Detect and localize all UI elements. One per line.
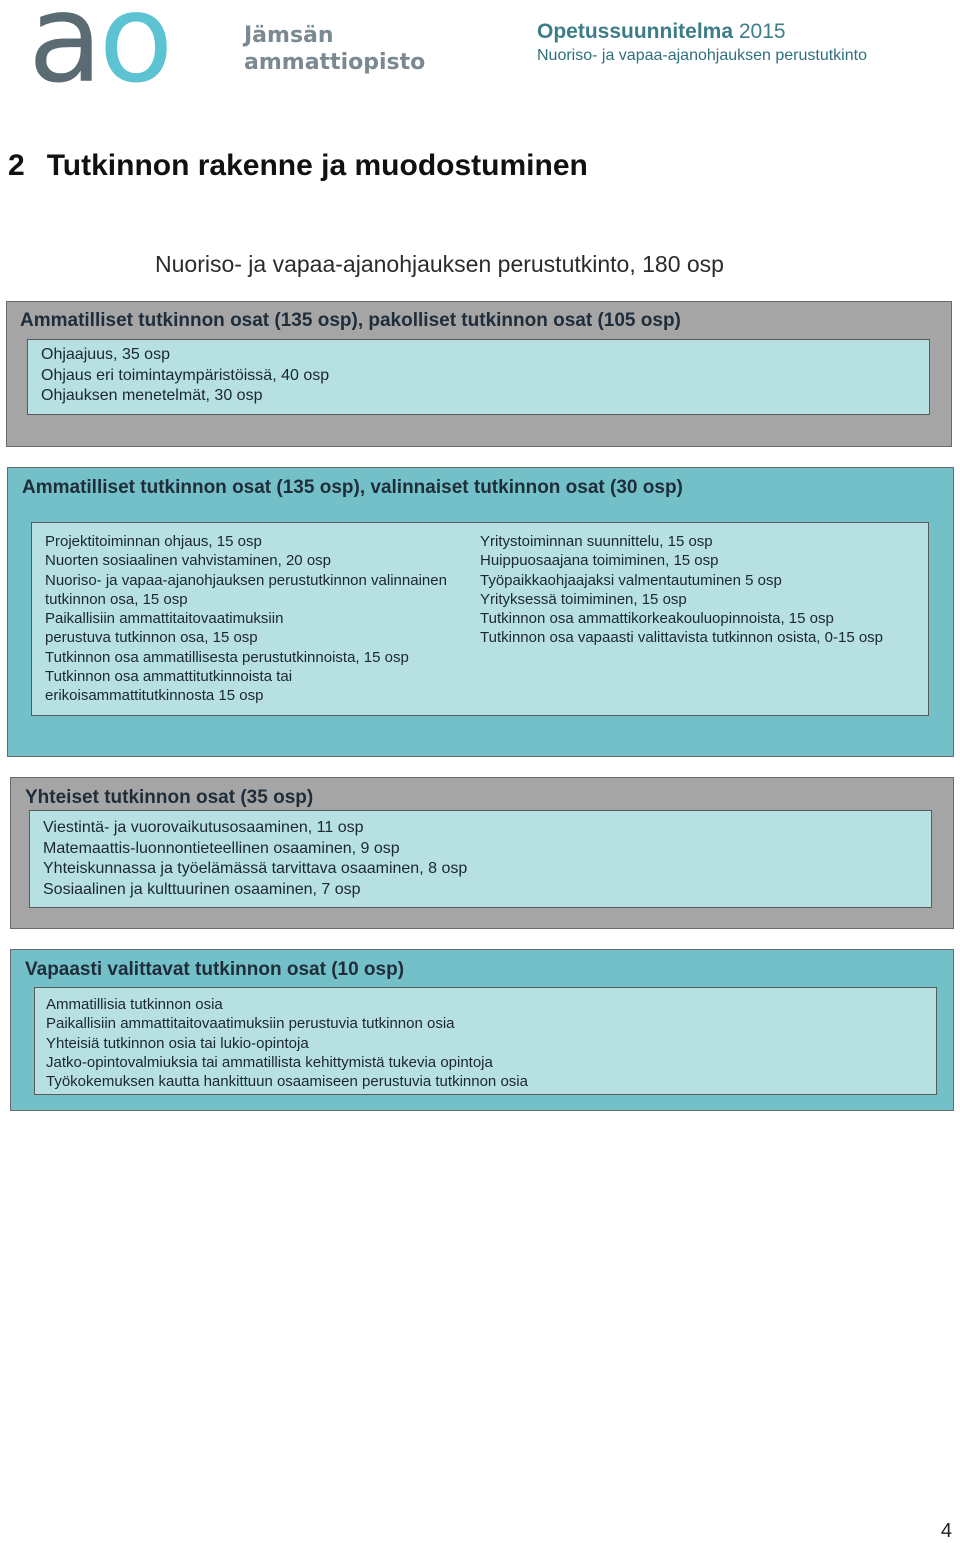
section-heading-text: Tutkinnon rakenne ja muodostuminen [46,149,588,182]
section-optional [7,467,954,757]
section-heading-number: 2 [8,149,25,182]
list-item: Ohjauksen menetelmät, 30 osp [41,387,263,404]
list-item: Huippuosaajana toimiminen, 15 osp [480,552,719,570]
list-item: Projektitoiminnan ohjaus, 15 osp [45,533,262,550]
page-number: 4 [940,1520,952,1542]
section-free-choice [10,949,954,1111]
list-item: Yritystoiminnan suunnittelu, 15 osp [480,533,713,550]
list-item: Työpaikkaohjaajaksi valmentautuminen 5 osp [480,571,782,589]
list-item: Viestintä- ja vuorovaikutusosaaminen, 11 osp [43,819,364,836]
list-item: Ammatillisia tutkinnon osia [46,996,223,1013]
list-item: Ohjaus eri toimintaympäristöissä, 40 osp [41,366,330,384]
header-title [537,20,952,44]
section-free-choice-heading: Vapaasti valittavat tutkinnon osat (10 osp) [25,959,405,980]
document-header [537,20,952,66]
section-mandatory-box [27,339,930,415]
list-item: Nuoriso- ja vapaa-ajanohjauksen perustutkinnon valinnainen [45,571,447,589]
list-item: Ohjaajuus, 35 osp [41,346,170,363]
section-mandatory-heading: Ammatilliset tutkinnon osat (135 osp), pakolliset tutkinnon osat (105 osp) [20,310,681,331]
list-item: Nuorten sosiaalinen vahvistaminen, 20 osp [45,552,332,570]
list-item: Matemaattis-luonnontieteellinen osaaminen, 9 osp [43,839,400,857]
logo-name-line2: ammattiopisto [244,50,426,75]
list-item: Tutkinnon osa ammattitutkinnoista tai [45,668,293,686]
logo-letter-a: a [28,0,99,110]
list-item: Yhteisiä tutkinnon osia tai lukio-opintoja [46,1034,309,1052]
list-item: tutkinnon osa, 15 osp [45,590,188,608]
list-item: perustuva tutkinnon osa, 15 osp [45,629,258,647]
section-common-box [29,810,932,908]
list-item: Sosiaalinen ja kulttuurinen osaaminen, 7 osp [43,880,361,898]
section-optional-box [31,522,929,716]
logo-name-line1: Jämsän [244,23,334,48]
section-mandatory [6,301,952,447]
section-common [10,777,954,929]
list-item: erikoisammattitutkinnosta 15 osp [45,687,264,705]
list-item: Tutkinnon osa ammattikorkeakouluopinnoista, 15 osp [480,610,834,628]
list-item: Yrityksessä toimiminen, 15 osp [480,590,687,608]
header-subtitle: Nuoriso- ja vapaa-ajanohjauksen perustutkinto [537,47,867,64]
logo-name [244,22,425,76]
section-optional-heading: Ammatilliset tutkinnon osat (135 osp), valinnaiset tutkinnon osat (30 osp) [22,477,683,498]
logo [28,0,448,110]
header-title-year: 2015 [738,20,786,43]
section-heading [8,146,588,186]
list-item: Yhteiskunnassa ja työelämässä tarvittava osaaminen, 8 osp [43,860,468,877]
list-item: Paikallisiin ammattitaitovaatimuksiin perustuvia tutkinnon osia [46,1015,455,1033]
logo-mark [28,0,170,110]
header-title-bold: Opetussuunnitelma [537,20,734,43]
section-common-heading: Yhteiset tutkinnon osat (35 osp) [25,787,314,808]
list-item: Tutkinnon osa ammatillisesta perustutkinnoista, 15 osp [45,648,409,666]
list-item: Työkokemuksen kautta hankittuun osaamiseen perustuvia tutkinnon osia [46,1073,528,1091]
list-item: Tutkinnon osa vapaasti valittavista tutkinnon osista, 0-15 osp [480,629,884,647]
list-item: Jatko-opintovalmiuksia tai ammatillista kehittymistä tukevia opintoja [46,1053,493,1071]
logo-letter-o: o [98,0,170,110]
list-item: Paikallisiin ammattitaitovaatimuksiin [45,610,284,628]
section-free-choice-box [34,987,937,1095]
diagram-title: Nuoriso- ja vapaa-ajanohjauksen perustutkinto, 180 osp [155,251,724,277]
